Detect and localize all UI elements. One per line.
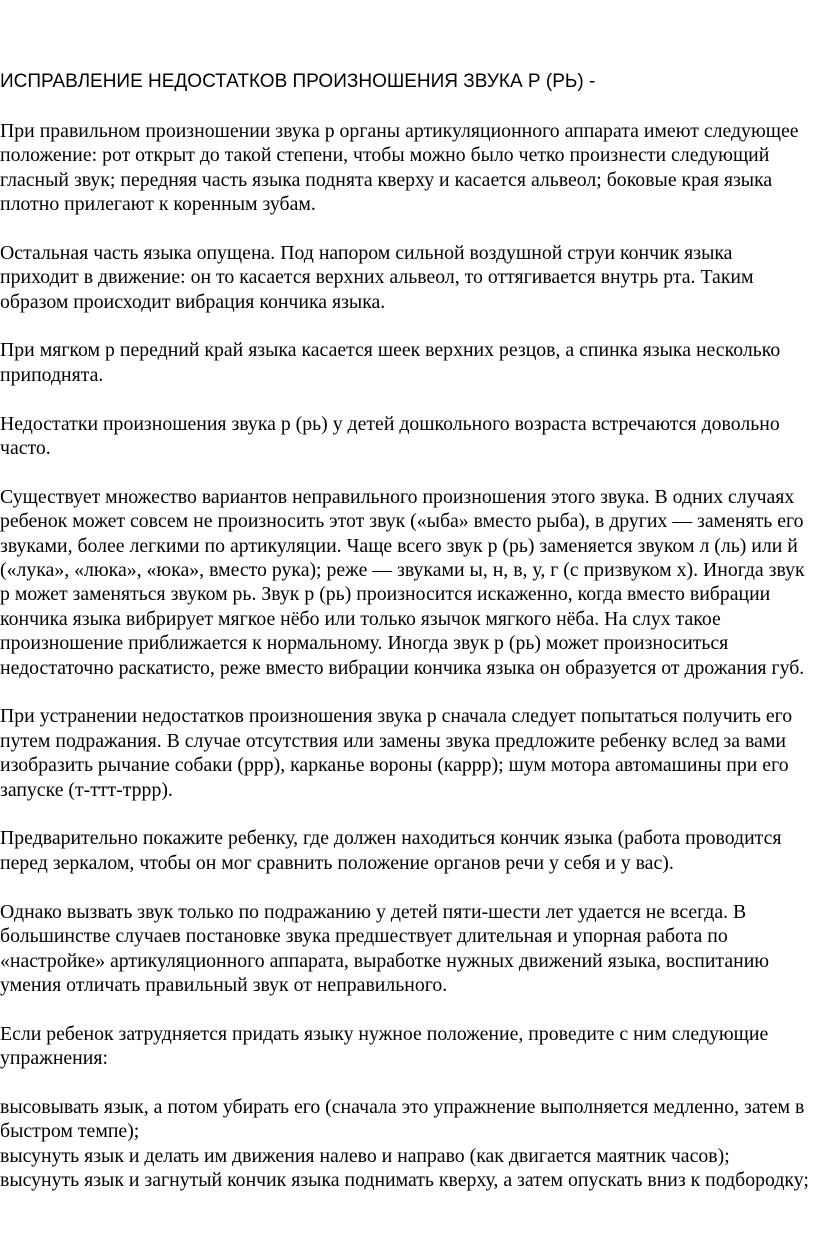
document-title: ИСПРАВЛЕНИЕ НЕДОСТАТКОВ ПРОИЗНОШЕНИЯ ЗВУКА Р (РЬ) -	[0, 71, 596, 92]
exercise-item: высунуть язык и загнутый кончик языка поднимать кверху, а затем опускать вниз к подбородку;	[0, 1169, 809, 1192]
paragraph-exercises-intro: Если ребенок затрудняется придать языку нужное положение, проведите с ним следующие упражнения:	[0, 1022, 769, 1070]
exercise-item: высунуть язык и делать им движения налево и направо (как двигается маятник часов);	[0, 1144, 730, 1167]
paragraph-articulation-position: При правильном произношении звука р органы артикуляционного аппарата имеют следующее положение: рот открыт до такой степени, чтобы можно было четко произнести следующий гласный звук; передняя часть языка поднята кверху и касается альвеол; боковые края языка плотно прилегают к коренным зубам.	[0, 119, 799, 216]
document-page	[0, 70, 812, 1193]
paragraph-preparation: Однако вызвать звук только по подражанию у детей пяти-шести лет удается не всегда. В большинстве случаев постановке звука предшествует длительная и упорная работа по «настройке» артикуляционного аппарата, выработке нужных движений языка, воспитанию умения отличать правильный звук от неправильного.	[0, 900, 770, 996]
paragraph-defect-variants: Существует множество вариантов неправильного произношения этого звука. В одних случаях ребенок может совсем не произносить этот звук («ыба» вместо рыба), в других — заменять его звуками, более легкими по артикуляции. Чаще всего звук р (рь) заменяется звуком л (ль) или й («лука», «люка», «юка», вместо рука); реже — звуками ы, н, в, у, г (с призвуком х). Иногда звук р может заменяться звуком рь. Звук р (рь) произносится искаженно, когда вместо вибрации кончика языка вибрирует мягкое нёбо или только язычок мягкого нёба. На слух такое произношение приближается к нормальному. Иногда звук р (рь) может произноситься недостаточно раскатисто, реже вместо вибрации кончика языка он образуется от дрожания губ.	[0, 485, 805, 679]
exercise-list	[0, 1095, 812, 1193]
paragraph-mirror-work: Предварительно покажите ребенку, где должен находиться кончик языка (работа проводится перед зеркалом, чтобы он мог сравнить положение органов речи у себя и у вас).	[0, 827, 782, 874]
paragraph-soft-r: При мягком р передний край языка касается шеек верхних резцов, а спинка языка несколько приподнята.	[0, 339, 781, 386]
paragraph-defects-frequency: Недостатки произношения звука р (рь) у детей дошкольного возраста встречаются довольно часто.	[0, 412, 780, 460]
exercise-item: высовывать язык, а потом убирать его (сначала это упражнение выполняется медленно, затем в быстром темпе);	[0, 1095, 805, 1143]
paragraph-imitation: При устранении недостатков произношения звука р сначала следует попытаться получить его путем подражания. В случае отсутствия или замены звука предложите ребенку вслед за вами изобразить рычание собаки (ррр), карканье вороны (каррр); шум мотора автомашины при его запуске (т-ттт-тррр).	[0, 705, 793, 801]
paragraph-tongue-vibration: Остальная часть языка опущена. Под напором сильной воздушной струи кончик языка приходит в движение: он то касается верхних альвеол, то оттягивается внутрь рта. Таким образом происходит вибрация кончика языка.	[0, 241, 754, 313]
